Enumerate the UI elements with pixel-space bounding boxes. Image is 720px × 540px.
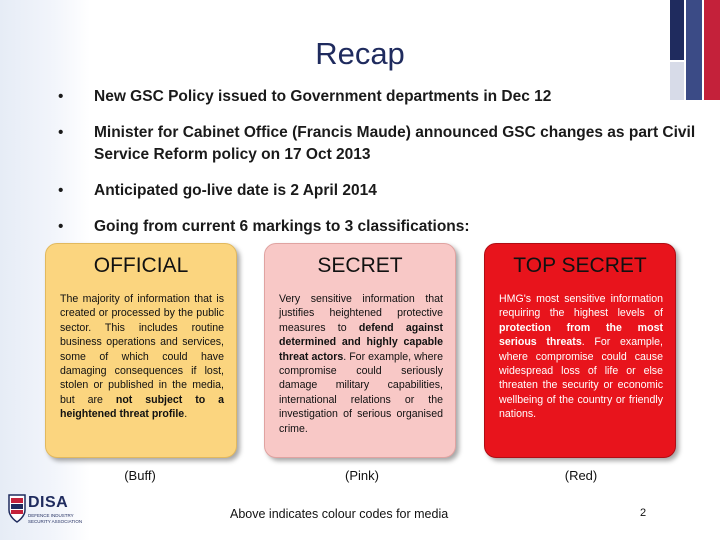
- card-title-official: OFFICIAL: [93, 254, 189, 277]
- colour-code-secret: (Pink): [345, 468, 379, 483]
- card-description-official: The majority of information that is created or processed by the public sector. This includes routine business operations and services, some of which could have damaging consequences if lost, stolen or published in the media, but are not subject to a heightened threat profile.: [60, 293, 224, 421]
- bullet-text: Going from current 6 markings to 3 classifications:: [94, 218, 470, 235]
- bullet-list: [58, 86, 698, 252]
- card-title-top-secret: TOP SECRET: [513, 254, 647, 277]
- card-description-top-secret: HMG's most sensitive information requiring the highest levels of protection from the most serious threats. For example, where compromise could cause widespread loss of life or else threaten the security or economic wellbeing of the country or friendly nations.: [499, 293, 663, 421]
- card-title-secret: SECRET: [317, 254, 403, 277]
- bullet-item: [58, 122, 698, 166]
- bullet-text: Minister for Cabinet Office (Francis Maude) announced GSC changes as part Civil Service Reform policy on 17 Oct 2013: [94, 124, 696, 163]
- bullet-glyph: •: [58, 218, 64, 235]
- page-number: 2: [640, 507, 647, 519]
- logo-tagline: DEFENCE INDUSTRY SECURITY ASSOCIATION: [28, 513, 83, 524]
- bullet-item: [58, 180, 698, 202]
- secret-card: [264, 243, 456, 458]
- shield-icon: [8, 494, 26, 524]
- colour-code-top-secret: (Red): [564, 468, 598, 483]
- colour-code-official: (Buff): [124, 468, 156, 483]
- bullet-glyph: •: [58, 182, 64, 199]
- bullet-text: New GSC Policy issued to Government departments in Dec 12: [94, 88, 552, 105]
- top-secret-card: [484, 243, 676, 458]
- bullet-item: [58, 216, 698, 238]
- footer-note: Above indicates colour codes for media: [230, 507, 449, 521]
- bullet-glyph: •: [58, 124, 64, 141]
- page-title: Recap: [315, 36, 405, 71]
- bullet-item: [58, 86, 698, 108]
- card-description-secret: Very sensitive information that justifies heightened protective measures to defend against determined and highly capable threat actors. For example, where compromise could seriously damage military capabilities, international relations or the investigation of serious organised crime.: [279, 293, 443, 435]
- logo-name: DISA: [28, 494, 69, 511]
- bullet-text: Anticipated go-live date is 2 April 2014: [94, 182, 377, 199]
- disa-logo: [6, 490, 88, 536]
- bullet-glyph: •: [58, 88, 64, 105]
- official-card: [45, 243, 237, 458]
